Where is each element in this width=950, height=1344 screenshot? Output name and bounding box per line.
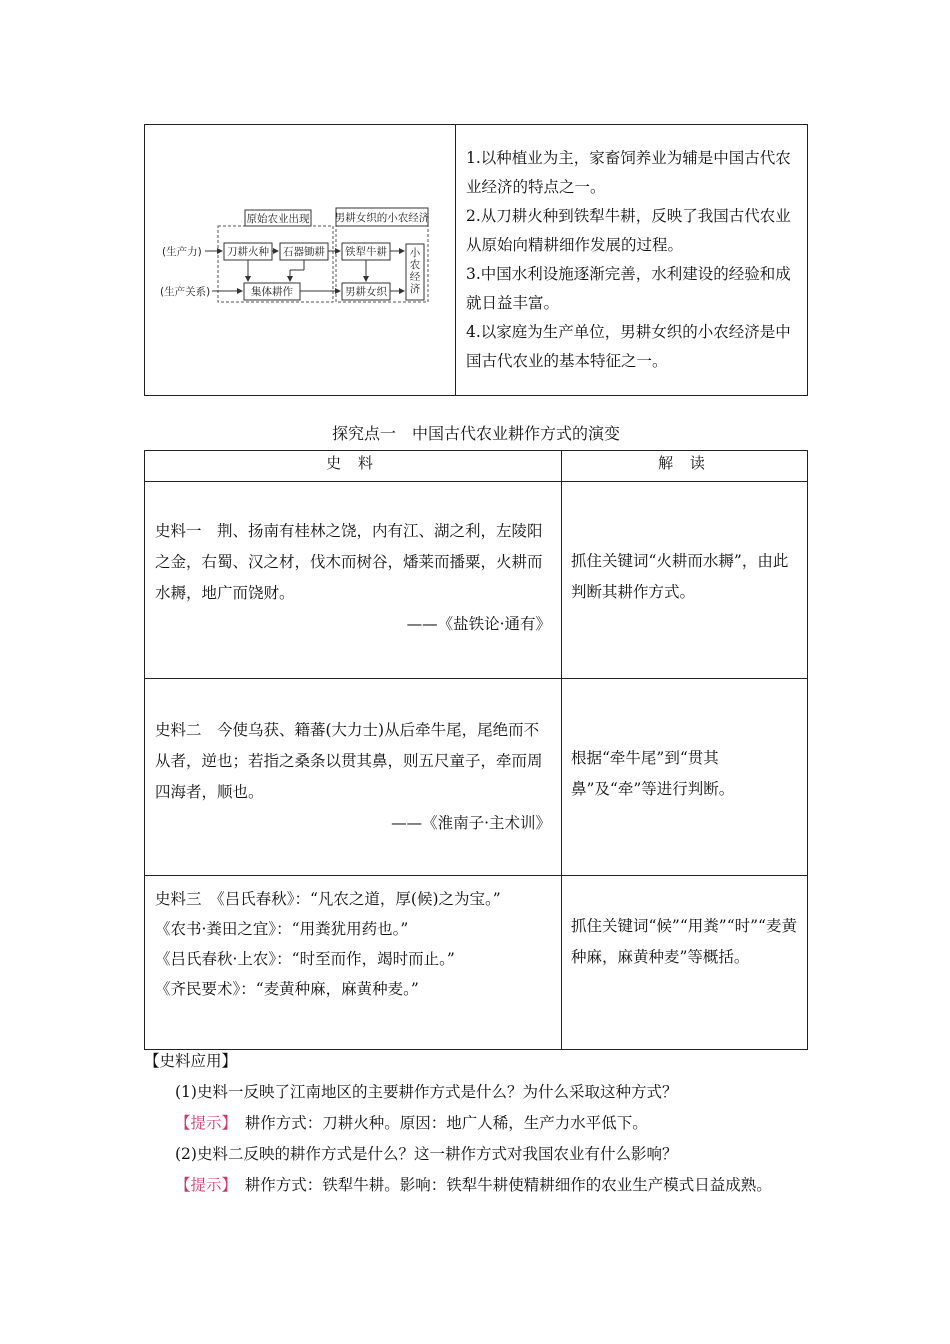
text-men-farm-women-weave: 男耕女织 <box>345 286 387 298</box>
answer-1 <box>144 1108 808 1139</box>
source-3-line-3: 《齐民要术》：“麦黄种麻，麻黄种麦。” <box>155 980 419 998</box>
text-stone-tools: 石器锄耕 <box>283 246 325 258</box>
table-row-divider-1 <box>144 678 808 679</box>
interp-3: 抓住关键词“候”“用粪”“时”“麦黄种麻，麻黄种麦”等概括。 <box>571 917 797 966</box>
table-column-divider <box>561 450 562 1050</box>
interp-1: 抓住关键词“火耕而水耨”，由此判断其耕作方式。 <box>571 552 789 601</box>
summary-table-divider <box>455 124 456 396</box>
interp-2: 根据“牵牛尾”到“贯其鼻”及“牵”等进行判断。 <box>571 749 735 798</box>
application-title: 【史料应用】 <box>144 1052 238 1070</box>
label-primitive-agriculture: 原始农业出现 <box>246 213 310 225</box>
table-row-divider-2 <box>144 875 808 876</box>
source-2 <box>155 715 553 839</box>
answer-1-text: 耕作方式：刀耕火种。原因：地广人稀，生产力水平低下。 <box>229 1114 648 1132</box>
summary-point-4: 4.以家庭为生产单位，男耕女织的小农经济是中国古代农业的基本特征之一。 <box>466 323 791 370</box>
table-header-interp: 解 读 <box>658 454 711 472</box>
hint-label-2: 【提示】 <box>175 1176 230 1194</box>
summary-points <box>466 144 802 376</box>
small-peasant-char: 农 <box>409 259 421 271</box>
small-peasant-char: 经 <box>409 271 421 283</box>
text-iron-plough: 铁犁牛耕 <box>345 246 387 258</box>
table-header-divider <box>144 481 808 482</box>
application-section <box>144 1046 808 1201</box>
agriculture-evolution-diagram <box>160 200 440 310</box>
question-2: (2)史料二反映的耕作方式是什么？这一耕作方式对我国农业有什么影响？ <box>175 1145 678 1163</box>
text-slash-burn: 刀耕火种 <box>227 246 269 258</box>
answer-2 <box>144 1170 808 1201</box>
text-small-peasant-economy <box>410 246 421 295</box>
source-2-text: 史料二 今使乌获、籍蕃(大力士)从后牵牛尾，尾绝而不从者，逆也；若指之桑条以贯其鼻，则五尺童子，牵而周四海者，顺也。 <box>155 721 543 801</box>
source-1-citation: ——《盐铁论·通有》 <box>406 615 551 633</box>
small-peasant-char: 小 <box>409 247 421 259</box>
table-header-source: 史 料 <box>326 454 379 472</box>
hint-label-1: 【提示】 <box>175 1114 230 1132</box>
source-3 <box>155 884 553 1004</box>
label-productivity: (生产力) <box>162 246 202 258</box>
section-heading: 探究点一 中国古代农业耕作方式的演变 <box>331 424 620 443</box>
source-3-line-1: 《农书·粪田之宜》：“用粪犹用药也。” <box>155 920 409 938</box>
summary-point-1: 1.以种植业为主，家畜饲养业为辅是中国古代农业经济的特点之一。 <box>466 149 791 196</box>
source-3-text: 史料三 《吕氏春秋》：“凡农之道，厚(候)之为宝。” <box>155 890 501 908</box>
source-1-text: 史料一 荆、扬南有桂林之饶，内有江、湖之利，左陵阳之金，右蜀、汉之材，伐木而树谷，燔莱而播粟，火耕而水耨，地广而饶财。 <box>155 522 543 602</box>
question-1: (1)史料一反映了江南地区的主要耕作方式是什么？为什么采取这种方式？ <box>175 1083 678 1101</box>
source-2-citation: ——《淮南子·主术训》 <box>391 814 551 832</box>
small-peasant-char: 济 <box>409 283 421 295</box>
source-3-line-2: 《吕氏春秋·上农》：“时至而作，竭时而止。” <box>155 950 455 968</box>
text-collective-farming: 集体耕作 <box>251 286 293 298</box>
source-1 <box>155 516 553 640</box>
summary-point-2: 2.从刀耕火种到铁犁牛耕，反映了我国古代农业从原始向精耕细作发展的过程。 <box>466 207 791 254</box>
answer-2-text: 耕作方式：铁犁牛耕。影响：铁犁牛耕使精耕细作的农业生产模式日益成熟。 <box>229 1176 772 1194</box>
label-small-peasant-economy-title: 男耕女织的小农经济 <box>334 212 430 224</box>
label-production-relations: (生产关系) <box>160 286 211 298</box>
summary-point-3: 3.中国水利设施逐渐完善，水利建设的经验和成就日益丰富。 <box>466 265 791 312</box>
